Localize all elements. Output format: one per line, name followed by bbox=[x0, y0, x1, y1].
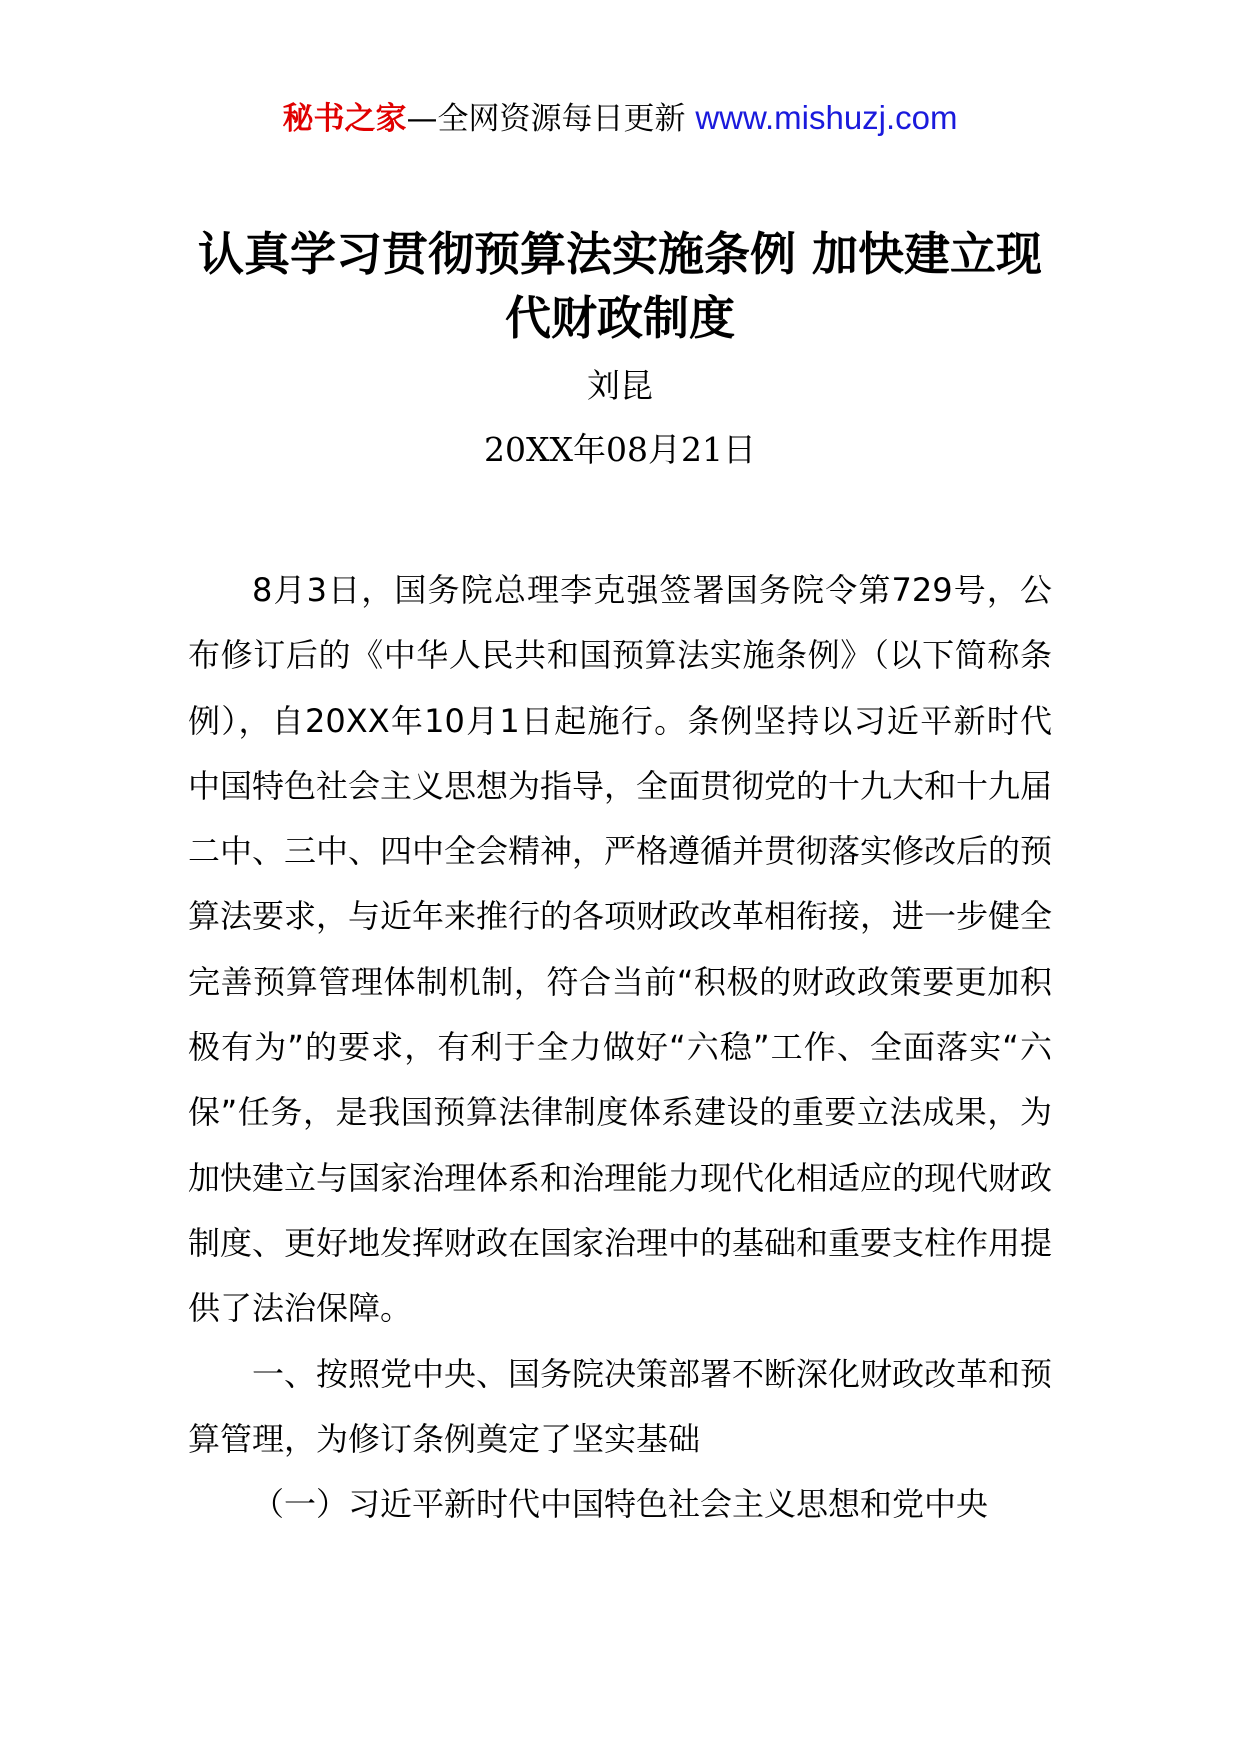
site-slogan: —全网资源每日更新 bbox=[406, 101, 696, 137]
site-header bbox=[0, 98, 1240, 139]
site-brand: 秘书之家 bbox=[282, 101, 407, 137]
section-heading-1: 一、按照党中央、国务院决策部署不断深化财政改革和预算管理，为修订条例奠定了坚实基础 bbox=[188, 1354, 1053, 1458]
paragraph-intro: 8月3日，国务院总理李克强签署国务院令第729号，公布修订后的《中华人民共和国预算法实施条例》（以下简称条例），自20XX年10月1日起施行。条例坚持以习近平新时代中国特色社会主义思想为指导，全面贯彻党的十九大和十九届二中、三中、四中全会精神，严格遵循并贯彻落实修改后的预算法要求，与近年来推行的各项财政改革相衔接，进一步健全完善预算管理体制机制，符合当前“积极的财政政策要更加积极有为”的要求，有利于全力做好“六稳”工作、全面落实“六保”任务，是我国预算法律制度体系建设的重要立法成果，为加快建立与国家治理体系和治理能力现代化相适应的现代财政制度、更好地发挥财政在国家治理中的基础和重要支柱作用提供了法治保障。 bbox=[188, 571, 1053, 1328]
subsection-heading-1-1: （一）习近平新时代中国特色社会主义思想和党中央 bbox=[252, 1485, 989, 1524]
document-title: 认真学习贯彻预算法实施条例 加快建立现代财政制度 bbox=[197, 227, 1042, 345]
document-body bbox=[188, 558, 1052, 1537]
publish-date: 20XX年08月21日 bbox=[484, 430, 756, 469]
site-url-link[interactable]: www.mishuzj.com bbox=[695, 99, 958, 136]
author-name: 刘昆 bbox=[587, 366, 653, 405]
